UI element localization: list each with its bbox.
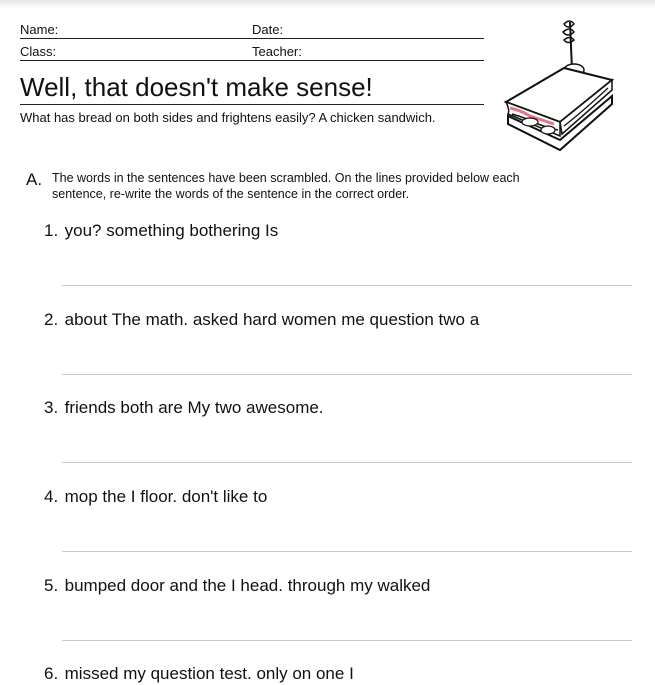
answer-line[interactable] xyxy=(62,374,632,375)
item-number: 6. xyxy=(44,664,59,683)
date-label: Date: xyxy=(252,22,284,37)
scrambled-sentence: missed my question test. only on one I xyxy=(64,664,354,683)
scrambled-sentence: bumped door and the I head. through my walked xyxy=(64,576,431,595)
list-item xyxy=(44,575,634,597)
answer-line[interactable] xyxy=(62,285,632,286)
list-item xyxy=(44,309,634,331)
answer-line[interactable] xyxy=(62,551,632,552)
title-underline xyxy=(20,104,484,105)
list-item xyxy=(44,486,634,508)
teacher-label: Teacher: xyxy=(252,44,302,59)
scrambled-sentence: you? something bothering Is xyxy=(64,221,279,240)
page-top-shadow xyxy=(0,0,655,8)
answer-line[interactable] xyxy=(62,640,632,641)
name-label: Name: xyxy=(20,22,59,37)
item-number: 5. xyxy=(44,576,59,595)
class-label: Class: xyxy=(20,44,57,59)
section-instructions: The words in the sentences have been scrambled. On the lines provided below each sentence, re-write the words of the sentence in the correct order. xyxy=(52,171,520,201)
answer-line[interactable] xyxy=(62,462,632,463)
section-letter: A. xyxy=(26,170,43,189)
item-number: 3. xyxy=(44,398,59,417)
class-teacher-line xyxy=(20,60,484,61)
item-number: 1. xyxy=(44,221,59,240)
scrambled-sentence: friends both are My two awesome. xyxy=(64,398,324,417)
sandwich-icon xyxy=(500,18,618,154)
list-item xyxy=(44,397,634,419)
item-number: 2. xyxy=(44,310,59,329)
name-date-line xyxy=(20,38,484,39)
scrambled-sentence: about The math. asked hard women me question two a xyxy=(64,310,480,329)
list-item xyxy=(44,663,634,685)
joke-subtitle: What has bread on both sides and frightens easily? A chicken sandwich. xyxy=(20,110,436,125)
scrambled-sentence: mop the I floor. don't like to xyxy=(64,487,268,506)
list-item xyxy=(44,220,634,242)
page-title: Well, that doesn't make sense! xyxy=(20,72,373,102)
item-number: 4. xyxy=(44,487,59,506)
